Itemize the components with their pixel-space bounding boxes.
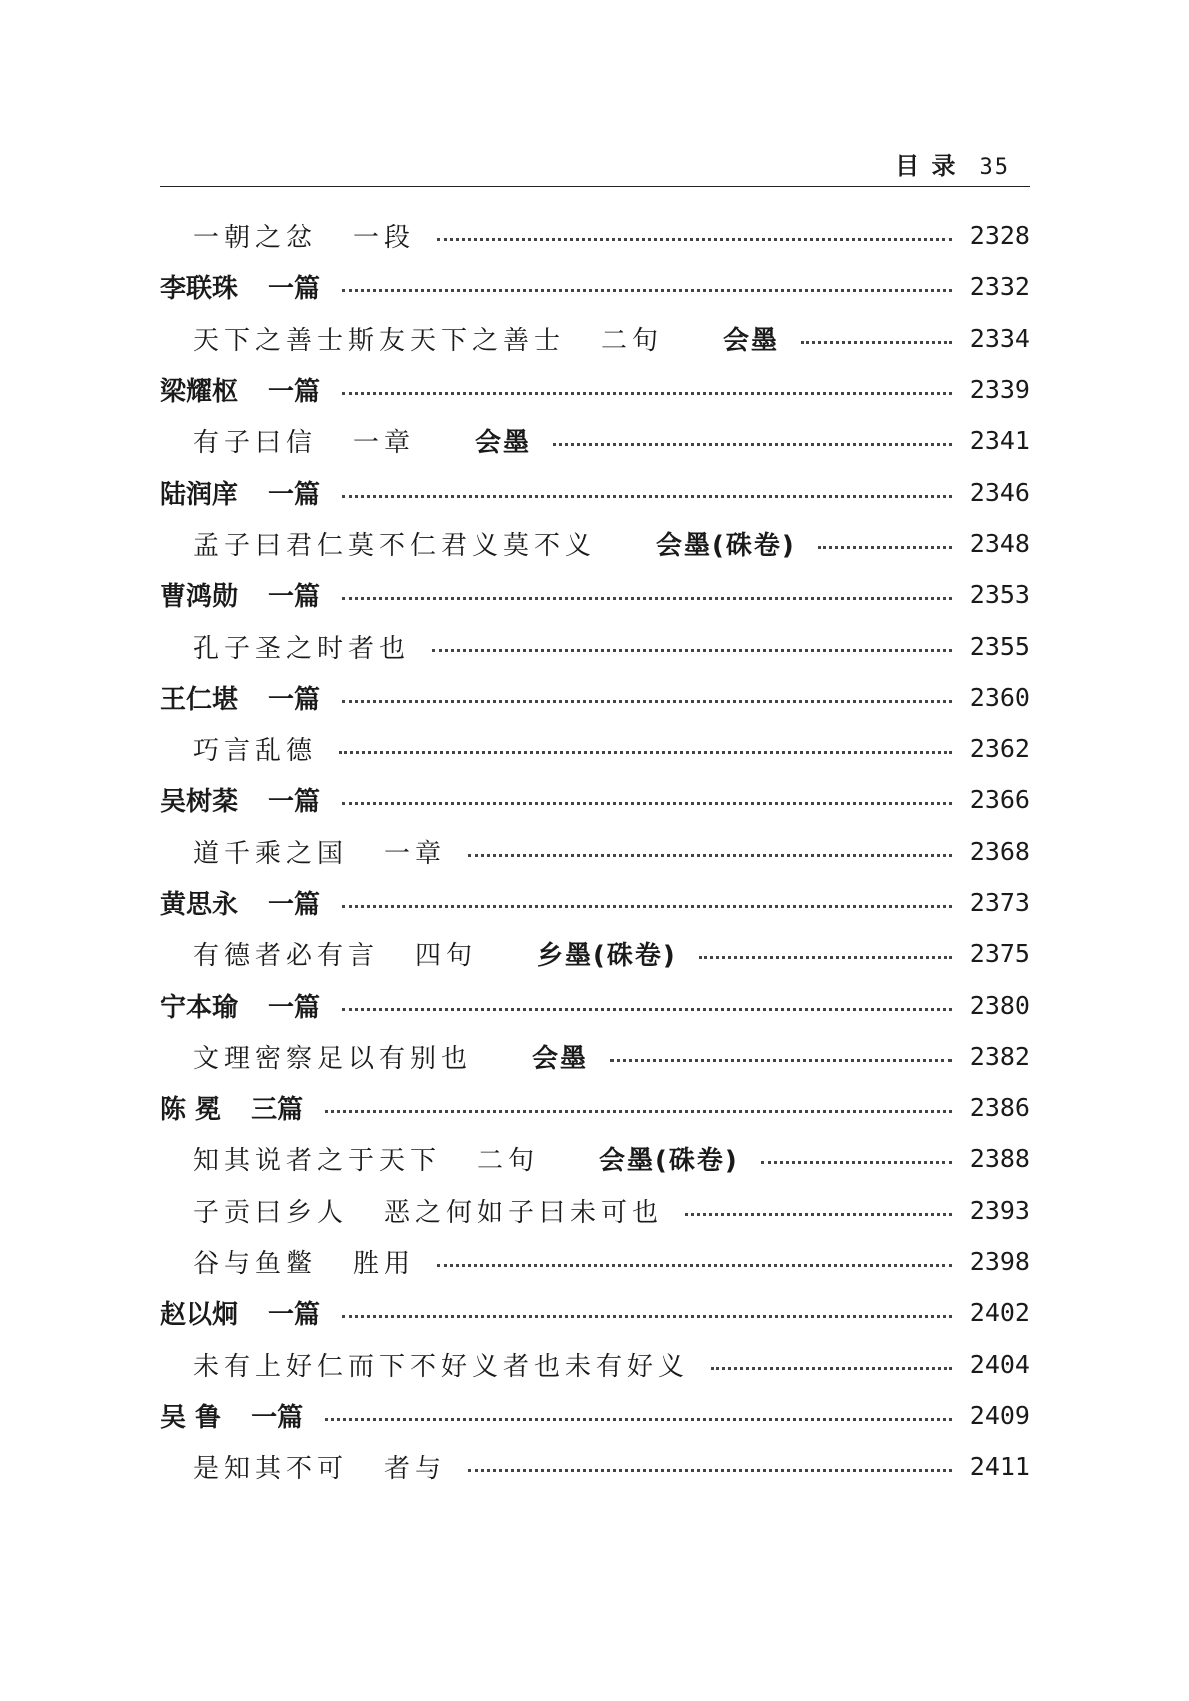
entry-page-number: 2332 <box>969 272 1030 302</box>
entry-page-number: 2368 <box>969 836 1030 866</box>
entry-title: 一朝之忿 <box>193 223 318 254</box>
entry-note: 会墨(硃卷) <box>656 530 796 561</box>
entry-title: 文理密察足以有别也 <box>193 1043 473 1074</box>
entry-note: 会墨(硃卷) <box>599 1146 739 1177</box>
toc-work-entry[interactable] <box>160 313 1030 364</box>
toc-work-entry[interactable] <box>160 518 1030 569</box>
header-section-title: 目 录 <box>895 152 958 180</box>
entry-page-number: 2382 <box>969 1041 1030 1071</box>
dot-leader <box>437 238 952 241</box>
entry-page-number: 2346 <box>969 477 1030 507</box>
toc-author-entry[interactable] <box>160 877 1030 928</box>
toc-author-entry[interactable] <box>160 774 1030 825</box>
dot-leader <box>437 1264 952 1267</box>
dot-leader <box>325 1110 952 1113</box>
dot-leader <box>342 905 952 908</box>
toc-work-entry[interactable] <box>160 826 1030 877</box>
entry-subtitle: 一篇 <box>268 1300 321 1331</box>
toc-author-entry[interactable] <box>160 569 1030 620</box>
dot-leader <box>342 802 952 805</box>
entry-page-number: 2411 <box>969 1452 1030 1482</box>
entry-title: 天下之善士斯友天下之善士 <box>193 325 566 356</box>
toc-work-entry[interactable] <box>160 1236 1030 1287</box>
entry-title: 曹鸿勋 <box>160 582 239 613</box>
entry-subtitle: 一段 <box>353 223 416 254</box>
toc-author-entry[interactable] <box>160 979 1030 1030</box>
entry-page-number: 2355 <box>969 631 1030 661</box>
entry-note: 会墨 <box>475 428 532 459</box>
entry-title: 巧言乱德 <box>193 736 318 767</box>
entry-page-number: 2366 <box>969 785 1030 815</box>
entry-page-number: 2348 <box>969 528 1030 558</box>
dot-leader <box>468 1469 952 1472</box>
dot-leader <box>685 1213 952 1216</box>
entry-title: 陈 冕 <box>160 1095 222 1126</box>
entry-subtitle: 一篇 <box>268 787 321 818</box>
dot-leader <box>342 495 952 498</box>
entry-subtitle: 恶之何如子曰未可也 <box>384 1197 664 1228</box>
entry-page-number: 2380 <box>969 990 1030 1020</box>
entry-subtitle: 二句 <box>601 325 664 356</box>
entry-title: 谷与鱼鳖 <box>193 1249 318 1280</box>
dot-leader <box>339 751 952 754</box>
dot-leader <box>761 1161 952 1164</box>
entry-subtitle: 者与 <box>384 1454 447 1485</box>
entry-page-number: 2402 <box>969 1298 1030 1328</box>
toc-author-entry[interactable] <box>160 364 1030 415</box>
entry-title: 子贡曰乡人 <box>193 1197 349 1228</box>
toc-work-entry[interactable] <box>160 1185 1030 1236</box>
entry-page-number: 2328 <box>969 221 1030 251</box>
entry-subtitle: 三篇 <box>251 1095 304 1126</box>
toc-author-entry[interactable] <box>160 1390 1030 1441</box>
toc-author-entry[interactable] <box>160 672 1030 723</box>
dot-leader <box>699 956 952 959</box>
entry-note: 会墨 <box>723 325 780 356</box>
entry-subtitle: 一篇 <box>251 1402 304 1433</box>
toc-author-entry[interactable] <box>160 1287 1030 1338</box>
entry-subtitle: 一篇 <box>268 684 321 715</box>
entry-page-number: 2360 <box>969 682 1030 712</box>
entry-page-number: 2393 <box>969 1195 1030 1225</box>
entry-page-number: 2334 <box>969 323 1030 353</box>
toc-author-entry[interactable] <box>160 466 1030 517</box>
dot-leader <box>325 1418 952 1421</box>
entry-title: 有德者必有言 <box>193 941 380 972</box>
entry-title: 有子曰信 <box>193 428 318 459</box>
dot-leader <box>711 1367 952 1370</box>
entry-subtitle: 一篇 <box>268 582 321 613</box>
dot-leader <box>610 1059 952 1062</box>
entry-page-number: 2404 <box>969 1349 1030 1379</box>
entry-title: 陆润庠 <box>160 479 239 510</box>
entry-page-number: 2373 <box>969 888 1030 917</box>
entry-page-number: 2339 <box>969 375 1030 405</box>
entry-title: 知其说者之于天下 <box>193 1146 442 1177</box>
entry-title: 王仁堪 <box>160 684 239 715</box>
entry-title: 宁本瑜 <box>160 992 239 1023</box>
entry-subtitle: 二句 <box>477 1146 540 1177</box>
toc-work-entry[interactable] <box>160 928 1030 979</box>
entry-note: 会墨 <box>532 1043 589 1074</box>
dot-leader <box>432 649 952 652</box>
entry-page-number: 2341 <box>969 426 1030 456</box>
toc-work-entry[interactable] <box>160 1441 1030 1492</box>
entry-title: 孔子圣之时者也 <box>193 633 411 664</box>
entry-subtitle: 胜用 <box>353 1249 416 1280</box>
dot-leader <box>468 854 952 857</box>
toc-work-entry[interactable] <box>160 620 1030 671</box>
entry-title: 道千乘之国 <box>193 838 349 869</box>
entry-page-number: 2375 <box>969 939 1030 969</box>
entry-title: 是知其不可 <box>193 1454 349 1485</box>
entry-title: 黄思永 <box>160 890 239 920</box>
toc-work-entry[interactable] <box>160 1133 1030 1184</box>
entry-page-number: 2353 <box>969 580 1030 610</box>
entry-page-number: 2386 <box>969 1093 1030 1123</box>
toc-work-entry[interactable] <box>160 1031 1030 1082</box>
dot-leader <box>342 597 952 600</box>
entry-subtitle: 一篇 <box>268 479 321 510</box>
toc-work-entry[interactable] <box>160 210 1030 261</box>
entry-title: 赵以炯 <box>160 1300 239 1331</box>
dot-leader <box>342 1315 952 1318</box>
entry-title: 李联珠 <box>160 274 239 305</box>
running-header <box>160 140 1030 187</box>
toc-work-entry[interactable] <box>160 1339 1030 1390</box>
toc-author-entry[interactable] <box>160 1082 1030 1133</box>
entry-subtitle: 一篇 <box>268 274 321 305</box>
dot-leader <box>342 700 952 703</box>
dot-leader <box>818 546 952 549</box>
dot-leader <box>801 341 952 344</box>
entry-title: 孟子曰君仁莫不仁君义莫不义 <box>193 530 597 561</box>
entry-page-number: 2388 <box>969 1144 1030 1174</box>
dot-leader <box>342 392 952 395</box>
entry-page-number: 2398 <box>969 1247 1030 1277</box>
table-of-contents <box>160 210 1030 1492</box>
entry-title: 未有上好仁而下不好义者也未有好义 <box>193 1351 690 1382</box>
entry-subtitle: 一章 <box>353 428 416 459</box>
entry-note: 乡墨(硃卷) <box>537 941 677 972</box>
entry-subtitle: 一章 <box>384 838 447 869</box>
entry-subtitle: 四句 <box>415 941 478 972</box>
entry-page-number: 2362 <box>969 734 1030 764</box>
header-page-number: 35 <box>979 155 1010 180</box>
entry-subtitle: 一篇 <box>268 377 321 408</box>
toc-author-entry[interactable] <box>160 261 1030 312</box>
entry-subtitle: 一篇 <box>268 992 321 1023</box>
entry-title: 吴 鲁 <box>160 1402 222 1433</box>
dot-leader <box>342 289 952 292</box>
toc-work-entry[interactable] <box>160 415 1030 466</box>
entry-title: 梁耀枢 <box>160 377 239 408</box>
entry-title: 吴树棻 <box>160 787 239 818</box>
entry-subtitle: 一篇 <box>268 890 321 920</box>
header-text <box>895 146 1010 181</box>
dot-leader <box>553 443 952 446</box>
dot-leader <box>342 1008 952 1011</box>
entry-page-number: 2409 <box>969 1400 1030 1430</box>
toc-work-entry[interactable] <box>160 723 1030 774</box>
